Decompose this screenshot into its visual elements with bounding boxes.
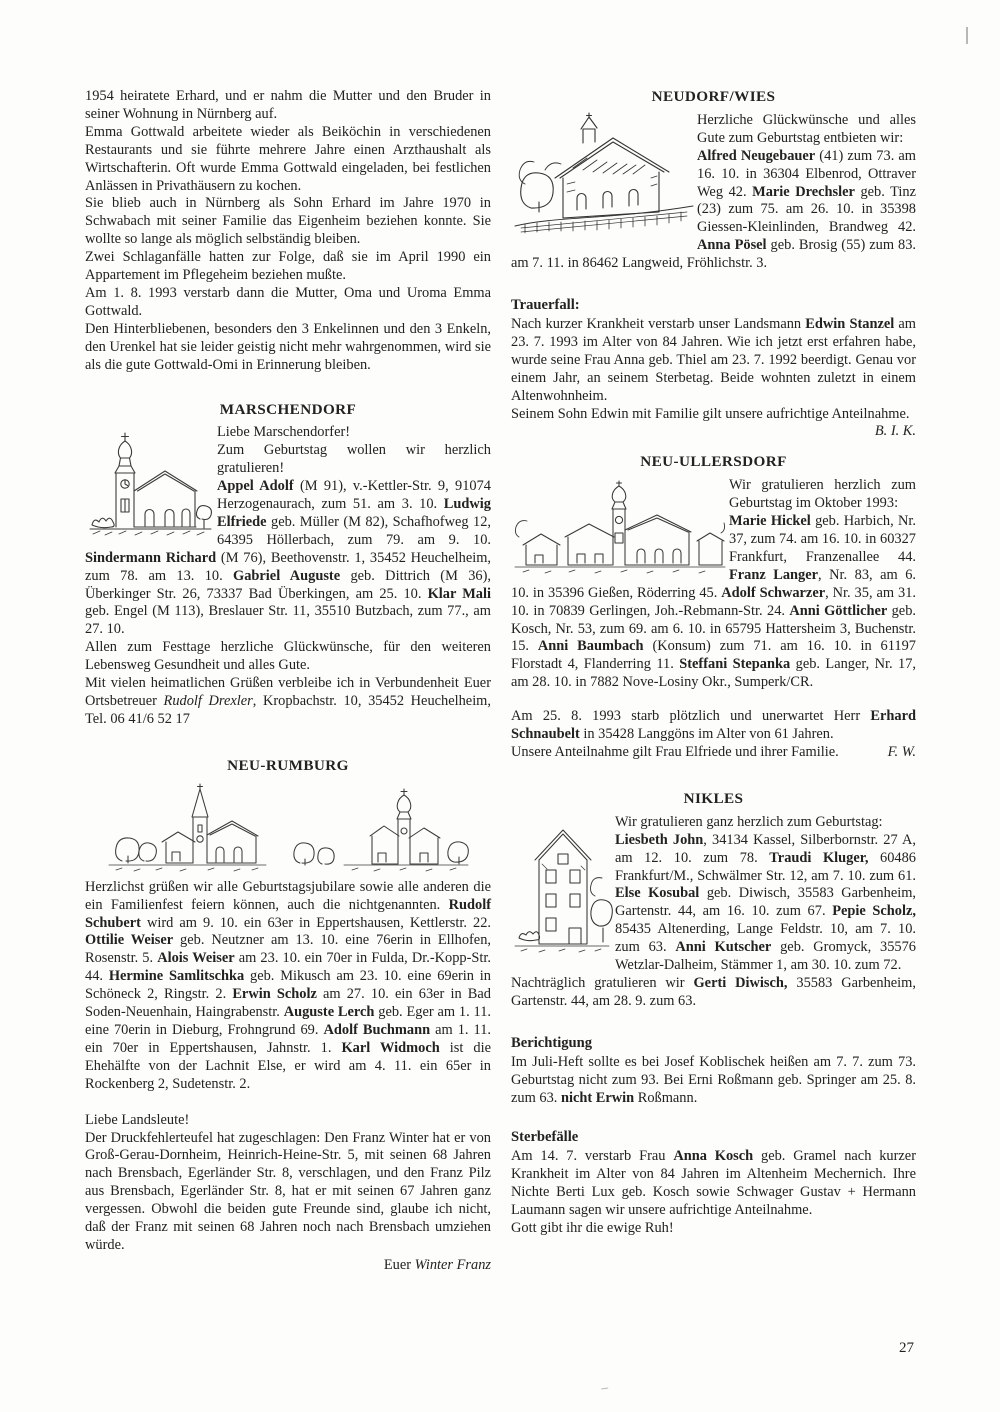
text-segment: Klar Mali xyxy=(427,585,492,602)
text-segment: Roßmann. xyxy=(634,1089,698,1106)
section-body xyxy=(511,112,916,273)
text-segment: , Nr. 83, am 6. 10. in 35396 Gießen, Röderring 45. xyxy=(511,566,916,601)
text-segment: geb. Diwisch, 35583 Garbenheim, Gartenstr. 44, am 16. 10. zum 67. xyxy=(615,885,916,920)
text-segment: Rudolf Drexler xyxy=(163,693,253,709)
text-segment: geb. Müller (M 82), Schafhofweg 12, 64395 Höllerbach, zum 79. am 9. 10. xyxy=(217,513,491,548)
wishes: Allen zum Festtage herzliche Glückwünsche, für den weiteren Lebensweg Gesundheit und alles Gute. xyxy=(85,639,491,674)
text-segment: wird am 9. 10. ein 63er in Eppertshausen, Kettlerstr. 22. xyxy=(140,914,491,931)
section-body xyxy=(511,814,916,1011)
two-churches-drawing xyxy=(104,781,472,879)
paragraph: Den Hinterbliebenen, besonders den 3 Enkelinnen und den 3 Enkeln, den Urenkel hat sie leider geistig nicht mehr wahrgenommen, wird sie als die gute Gottwald-Omi in Erinnerung bleiben. xyxy=(85,320,491,373)
text-segment: Edwin Stanzel xyxy=(805,315,895,332)
text-segment: geb. Neutzner am 13. 10. eine 76erin in Ellhofen, Rosenstr. 5. xyxy=(85,932,491,967)
text-segment: Alfred Neugebauer xyxy=(697,147,816,164)
closing-text: Seinem Sohn Edwin mit Familie gilt unsere aufrichtige Anteilnahme. xyxy=(511,405,910,422)
left-column xyxy=(85,88,491,1275)
tall-house-drawing xyxy=(511,814,615,962)
section-neudorf-wies xyxy=(511,88,916,273)
text-segment: Ludwig Elfriede xyxy=(217,496,491,530)
paragraph: 1954 heiratete Erhard, und er nahm die Mutter und den Bruder in seiner Wohnung in Nürnberg auf. xyxy=(85,88,491,122)
text-segment: geb. Kosch, Nr. 53, zum 69. am 6. 10. in 65795 Hattersheim 3, Buchenstr. 15. xyxy=(511,602,916,655)
author-initials: B. I. K. xyxy=(874,423,916,440)
paragraph: Sie blieb auch in Nürnberg als Sohn Erhard im Jahre 1970 in Schwabach mit seiner Familie das Eigenheim beziehen konnte. Sie wollte so lange als möglich selbständig bleiben. xyxy=(85,195,491,248)
text-segment: geb. Tinz (23) zum 75. am 26. 10. in 35398 Giessen-Kleinlinden, Brandweg 42. xyxy=(697,183,916,236)
section-body xyxy=(85,424,491,728)
text-segment: Else Kosubal xyxy=(615,885,700,902)
text-segment: 60486 Frankfurt/M., Schwälmer Str. 12, am 7. 10. zum 61. xyxy=(615,849,917,884)
text-segment: geb. Harbich, Nr. 37, zum 74. am 16. 10. in 60327 Frankfurt, Franzenallee 44. xyxy=(729,513,916,565)
text-segment: Appel Adolf xyxy=(217,478,294,495)
neu-ullersdorf-church-illustration xyxy=(511,477,729,581)
church-drawing xyxy=(85,424,217,546)
text-segment: Pepie Scholz, xyxy=(832,903,916,920)
intro-line: Wir gratulieren ganz herzlich zum Geburtstag: xyxy=(615,813,883,830)
text-segment: Mit vielen heimatlichen Grüßen verbleibe ich in Verbundenheit Euer Ortsbetreuer xyxy=(85,675,491,709)
section-heading-trauerfall: Trauerfall: xyxy=(511,297,580,314)
text-segment: Nach kurzer Krankheit verstarb unser Landsmann xyxy=(511,315,806,332)
section-heading-berichtigung: Berichtigung xyxy=(511,1034,593,1051)
section-heading-neu-rumburg: NEU-RUMBURG xyxy=(227,756,349,774)
section-marschendorf xyxy=(85,401,491,729)
text-segment: Adolf Buchmann xyxy=(323,1021,431,1038)
text-segment: , Nr. 35, am 31. 10. in 70839 Gerlingen, Joh.-Rebmann-Str. 24. xyxy=(511,584,916,619)
section-sterbefaelle xyxy=(511,1129,916,1237)
section-heading-neudorf-wies: NEUDORF/WIES xyxy=(651,88,776,105)
text-segment: Euer xyxy=(383,1256,415,1273)
text-segment: Nachträglich gratulieren wir xyxy=(511,974,694,991)
section-neu-rumburg xyxy=(85,757,491,1275)
text-segment: Traudi Kluger, xyxy=(769,849,869,866)
text-segment: (41) zum 73. am 16. 10. in 36304 Elbenrod, Ottraver Weg 42. xyxy=(697,147,916,200)
text-segment: geb. Engel (M 113), Breslauer Str. 11, 35510 Butzbach, zum 77., am 27. 10. xyxy=(85,603,491,638)
obituary-text xyxy=(511,708,916,744)
text-segment: Ottilie Weiser xyxy=(85,932,174,949)
intro-line: Wir gratulieren herzlich zum Geburtstag im Oktober 1993: xyxy=(729,477,916,512)
text-segment: Alois Weiser xyxy=(157,950,235,967)
section-heading-nikles: NIKLES xyxy=(683,789,744,807)
closing-line: Gott gibt ihr die ewige Ruh! xyxy=(511,1219,674,1236)
text-segment: geb. Langer, Nr. 17, am 28. 10. in 7882 Nove-Losiny Okr., Sumperk/CR. xyxy=(511,656,916,691)
text-segment: Am 14. 7. verstarb Frau xyxy=(511,1148,674,1165)
text-segment: geb. Dittrich (M 36), Überkinger Str. 26, 73337 Bad Überkingen, am 25. 10. xyxy=(85,567,491,602)
text-segment: 85435 Altenerding, Lange Feldstr. 10, am 7. 10. zum 63. xyxy=(615,921,916,956)
section-body xyxy=(511,477,916,692)
text-segment: , Kropbachstr. 10, 35452 Heuchelheim, Tel. 06 41/6 52 17 xyxy=(85,693,491,727)
text-segment: (M 91), v.-Kettler-Str. 9, 91074 Herzogenaurach, zum 51. am 3. 10. xyxy=(217,478,491,513)
section-trauerfall xyxy=(511,297,916,440)
text-segment: Anna Kosch xyxy=(673,1148,754,1165)
text-segment: Erhard Schnaubelt xyxy=(511,708,916,743)
church-sketch xyxy=(511,112,697,244)
text-segment: Sindermann Richard xyxy=(85,549,217,566)
closing-text: Unsere Anteilnahme gilt Frau Elfriede und ihrer Familie. xyxy=(511,744,839,760)
text-segment: Am 25. 8. 1993 starb plötzlich und unerwartet Herr xyxy=(511,708,871,725)
intro-line: Herzliche Glückwünsche und alles Gute zum Geburtstag entbieten wir: xyxy=(697,111,916,146)
correction-text xyxy=(511,1054,916,1108)
text-segment: am 27. 10. ein 63er in Bad Soden-Neuenhain, Haingrabenstr. xyxy=(85,986,491,1021)
text-segment: geb. Mikusch am 23. 10. eine 69erin in Schöneck 2, Ringstr. 2. xyxy=(85,968,492,1003)
neu-rumburg-churches-illustration xyxy=(85,781,491,879)
text-segment: Winter Franz xyxy=(414,1256,491,1273)
text-segment: geb. Eger am 1. 11. eine 70erin in Dieburg, Frohngrund 69. xyxy=(85,1004,491,1038)
text-segment: , 34134 Kassel, Silberbornstr. 27 A, am 12. 10. zum 78. xyxy=(615,831,916,866)
text-segment: nicht Erwin xyxy=(560,1089,635,1106)
village-church-drawing xyxy=(511,477,729,581)
text-segment: Marie Hickel xyxy=(729,513,811,530)
text-segment: am 1. 11. ein 70er in Eppertshausen, Jahnstr. 1. xyxy=(85,1021,491,1056)
text-segment: am 23. 10. ein 70er in Fulda, Dr.-Kopp-Str. 44. xyxy=(85,950,491,985)
section-berichtigung xyxy=(511,1035,916,1108)
text-segment: Anni Göttlicher xyxy=(789,602,888,619)
scan-artifact xyxy=(966,27,968,44)
text-segment: Gabriel Auguste xyxy=(233,567,341,584)
contact-line xyxy=(85,675,491,729)
author-initials: F. W. xyxy=(887,744,916,760)
paragraph: Emma Gottwald arbeitete wieder als Beiköchin in verschiedenen Restaurants und sie führte mehrere Jahre einen Arzthaushalt als Wirtschafterin. Oft wurde Emma Gottwald eingeladen, bei festlichen Anlässen in Privathäusern zu kochen. xyxy=(85,123,491,194)
birthday-list xyxy=(85,879,491,1094)
text-segment: Herzlichst grüßen wir alle Geburtstagsjubilare sowie alle anderen die ein Familienfest feiern können, auch die nichtgenannten. xyxy=(85,878,491,913)
text-segment: Liesbeth John xyxy=(615,831,704,848)
section-gottwald-obituary xyxy=(85,88,491,375)
text-segment: Steffani Stepanka xyxy=(679,656,791,673)
text-segment: Im Juli-Heft sollte es bei Josef Koblischek heißen am 7. 7. zum 73. Geburtstag nicht zum 93. Bei Erni Roßmann geb. Springer am 25. 8. zum 63. xyxy=(511,1053,916,1106)
text-segment: (M 76), Beethovenstr. 1, 35452 Heuchelheim, zum 78. am 13. 10. xyxy=(85,549,491,584)
condolence-line xyxy=(511,744,916,762)
text-segment: geb. Brosig (55) zum 83. am 7. 11. in 86462 Langweid, Fröhlichstr. 3. xyxy=(511,237,916,272)
salutation: Liebe Landsleute! xyxy=(85,1111,190,1128)
text-segment: Adolf Schwarzer xyxy=(721,584,826,601)
paragraph: Am 1. 8. 1993 verstarb dann die Mutter, Oma und Uroma Emma Gottwald. xyxy=(85,284,491,319)
addendum xyxy=(511,975,916,1011)
text-segment: Erwin Scholz xyxy=(232,986,317,1003)
text-segment: geb. Gromyck, 35576 Wetzlar-Dalheim, Stämmer 1, am 30. 10. zum 72. xyxy=(615,939,916,974)
text-segment: Auguste Lerch xyxy=(283,1004,375,1021)
text-segment: Gerti Diwisch, xyxy=(693,974,788,991)
text-segment: (Konsum) zum 71. am 16. 10. in 61197 Florstadt 4, Flanderring 11. xyxy=(511,638,916,673)
text-segment: Hermine Samlitschka xyxy=(108,968,245,985)
text-segment: Anna Pösel xyxy=(697,237,767,254)
section-heading-neu-ullersdorf: NEU-ULLERSDORF xyxy=(640,453,787,471)
text-segment: Anni Kutscher xyxy=(675,939,772,956)
section-nikles xyxy=(511,790,916,1011)
neudorf-wies-church-illustration xyxy=(511,112,697,244)
text-segment: ist die Ehehälfte von der Lachnit Else, er wird am 4. 11. ein 65er in Rockenberg 2, Sudetenstr. 2. xyxy=(85,1039,491,1092)
right-column xyxy=(511,88,916,1238)
condolence-line xyxy=(511,405,916,440)
text-segment: Rudolf Schubert xyxy=(85,896,491,931)
salutation: Liebe Marschendorfer! xyxy=(217,424,351,441)
signature xyxy=(85,1257,491,1275)
marschendorf-church-illustration xyxy=(85,424,217,546)
text-segment: am 23. 7. 1993 im Alter von 84 Jahren. Wie ich jetzt erst erfahren habe, wurde seine Frau Anna geb. Thiel am 23. 7. 1992 beerdigt. Genau vor einem Jahr, an seinem Sterbetag. Beide wohnten zuletzt in einem Altenwohnheim. xyxy=(511,315,916,404)
text-segment: Karl Widmoch xyxy=(341,1039,440,1056)
section-neu-ullersdorf xyxy=(511,453,916,762)
intro-line: Zum Geburtstag wollen wir herzlich gratulieren! xyxy=(217,442,491,477)
scan-artifact xyxy=(601,1385,608,1390)
section-heading-sterbefaelle: Sterbefälle xyxy=(511,1129,579,1146)
text-segment: Marie Drechsler xyxy=(752,183,855,200)
paragraph: Zwei Schlaganfälle hatten zur Folge, daß sie im April 1990 ein Appartement im Pflegeheim beziehen mußte. xyxy=(85,249,491,284)
text-segment: geb. Gramel nach kurzer Krankheit im Alter von 84 Jahren im Altenheim Mechernich. Ihre Nichte Berti Lux geb. Kosch sowie Schwager Gustav + Hermann Laumann sagen wir unsere aufrichtige Anteilnahme. xyxy=(511,1148,916,1219)
obituary-text xyxy=(511,316,916,406)
erratum: Der Druckfehlerteufel hat zugeschlagen: Den Franz Winter hat er von Groß-Gerau-Dornheim, Heinrich-Heine-Str. 5, mit seinen 68 Jahren nach Brensbach, Egerländer Str. 8, verschlagen, und den Franz Pilz aus Brensbach, Egerländer Str. 8, hat er mit seinen 67 Jahren ganz vergessen. Obwohl die beiden gute Freunde sind, glaube ich nicht, daß der Franz mit seinen 68 Jahren noch nach Brensbach umziehen würde. xyxy=(85,1129,491,1253)
text-segment: Franz Langer xyxy=(729,566,819,583)
nikles-house-illustration xyxy=(511,814,615,962)
text-segment: in 35428 Langgöns im Alter von 61 Jahren. xyxy=(579,726,834,743)
obituary-text xyxy=(511,1148,916,1220)
text-segment: 35583 Garbenheim, Gartenstr. 44, am 28. 9. zum 63. xyxy=(511,974,916,1009)
section-heading-marschendorf: MARSCHENDORF xyxy=(219,400,357,418)
text-segment: Anni Baumbach xyxy=(537,638,644,655)
page-number: 27 xyxy=(899,1340,914,1356)
